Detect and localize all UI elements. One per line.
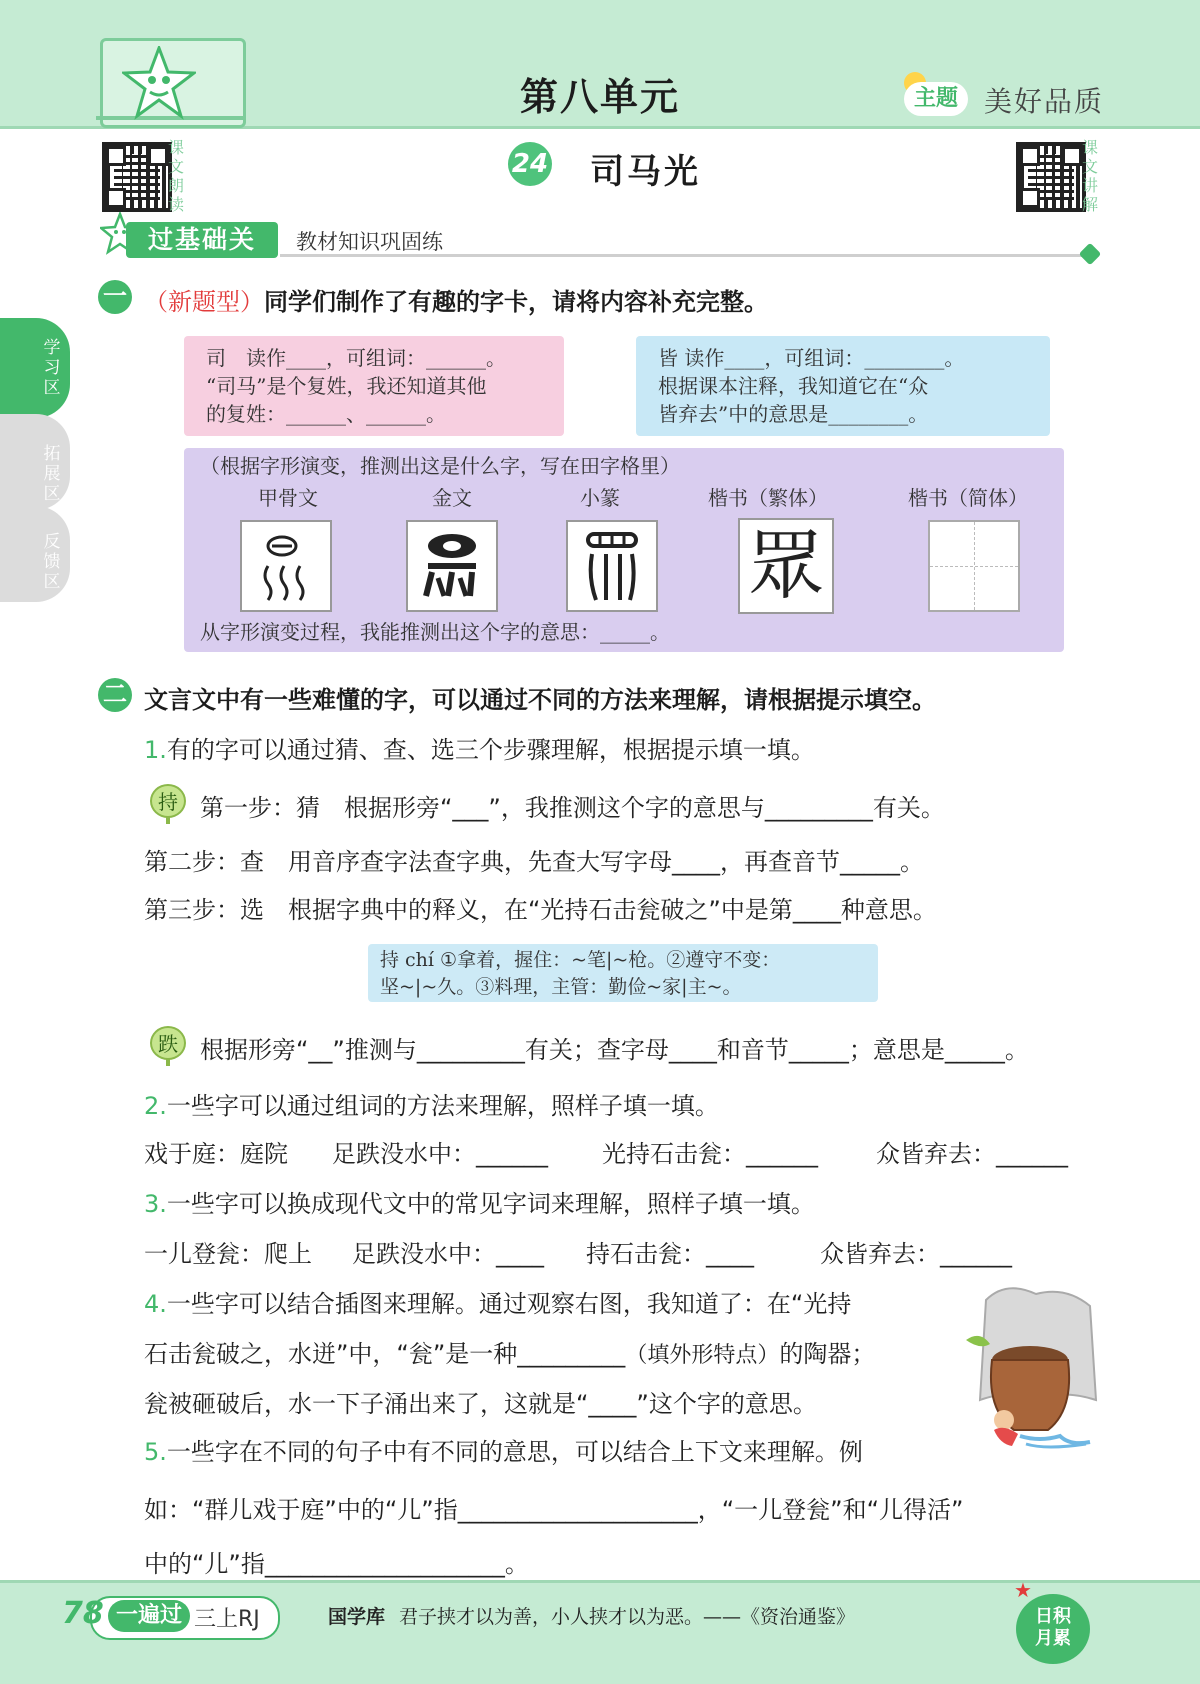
- lesson-title: 司马光: [590, 152, 701, 192]
- item-text: 一些字在不同的句子中有不同的意思，可以结合上下文来理解。例: [166, 1438, 863, 1466]
- item-3-example: 持石击瓮：____: [586, 1240, 754, 1268]
- card-si: [184, 336, 564, 436]
- qr-left-label: 课文朗读: [167, 138, 184, 214]
- quote-text: 君子挟才以为善，小人挟才以为恶。——《资治通鉴》: [399, 1606, 856, 1628]
- leaf-char-chi-icon: 持: [150, 784, 186, 818]
- script-label: 甲骨文: [258, 486, 318, 510]
- traditional-glyph: 眾: [738, 518, 834, 614]
- item-4-hint: （填外形特点）: [625, 1343, 780, 1368]
- question-number-2: 二: [98, 678, 132, 712]
- step-die: 根据形旁“__”推测与_________有关；查字母____和音节_____；意思是_____。: [200, 1036, 1029, 1064]
- question-1-text: [144, 282, 768, 317]
- qr-code-reading[interactable]: [102, 142, 172, 212]
- bronze-glyph: [406, 520, 498, 612]
- item-text: 有的字可以通过猜、查、选三个步骤理解，根据提示填一填。: [166, 736, 815, 764]
- leaf-stem: [166, 1058, 170, 1066]
- item-5-line-3: 中的“儿”指____________________。: [144, 1550, 529, 1578]
- leaf-char-die-icon: 跌: [150, 1026, 186, 1060]
- item-2-example: 光持石击瓮：______: [602, 1140, 818, 1168]
- badge-line: 月累: [1035, 1628, 1071, 1649]
- script-label: 楷书（简体）: [908, 486, 1028, 510]
- card-line: 的复姓：______、______。: [206, 402, 446, 426]
- script-label: 楷书（繁体）: [708, 486, 828, 510]
- item-number: 3.: [144, 1190, 167, 1218]
- oracle-bone-glyph-icon: [242, 522, 330, 610]
- item-3: [144, 1184, 815, 1219]
- badge-line: 日积: [1035, 1606, 1071, 1627]
- star-icon: ★: [1014, 1578, 1032, 1602]
- footer-quote: [328, 1602, 855, 1629]
- item-4-text: 的陶器；: [779, 1340, 876, 1368]
- item-2-example: 众皆弃去：______: [876, 1140, 1068, 1168]
- step-3: 第三步：选 根据字典中的释义，在“光持石击瓮破之”中是第____种意思。: [144, 896, 937, 924]
- qr-right-label: 课文讲解: [1081, 138, 1098, 214]
- item-3-example: 一儿登瓮：爬上: [144, 1240, 312, 1268]
- item-2-example: 足跌没水中：______: [332, 1140, 548, 1168]
- dictionary-entry: [368, 944, 878, 1002]
- grade-label: 三上RJ: [194, 1607, 260, 1632]
- item-text: 一些字可以换成现代文中的常见字词来理解，照样子填一填。: [166, 1190, 815, 1218]
- item-5: [144, 1432, 863, 1467]
- card-line: 皆弃去”中的意思是________。: [658, 402, 929, 426]
- item-text: 一些字可以结合插图来理解。通过观察右图，我知道了：在“光持: [166, 1290, 852, 1318]
- section-rule-end-icon: [1079, 243, 1102, 266]
- new-type-tag: （新题型）: [144, 288, 264, 316]
- item-3-example: 足跌没水中：____: [352, 1240, 544, 1268]
- seal-script-glyph-icon: [568, 522, 656, 610]
- item-4-line-2: [144, 1334, 875, 1369]
- item-5-line-2: 如：“群儿戏于庭”中的“儿”指____________________，“一儿登瓮”和“儿得活”: [144, 1496, 964, 1524]
- section-subtitle: 教材知识巩固练: [296, 230, 443, 254]
- leaf-stem: [166, 816, 170, 824]
- card-line: “司马”是个复姓，我还知道其他: [206, 374, 487, 398]
- side-tab-label: 反馈区: [43, 532, 61, 592]
- side-tab-label: 拓展区: [43, 444, 61, 504]
- item-2-example: 戏于庭：庭院: [144, 1140, 288, 1168]
- lesson-number-badge: 24: [508, 142, 552, 186]
- card-evolution: [184, 448, 1064, 652]
- dictionary-line: 坚~|~久。③料理，主管：勤俭~家|主~。: [380, 976, 742, 998]
- daily-accumulation-badge: [1016, 1594, 1090, 1664]
- card-jie: [636, 336, 1050, 436]
- seal-glyph: [566, 520, 658, 612]
- question-1-prompt: 同学们制作了有趣的字卡，请将内容补充完整。: [264, 288, 768, 316]
- script-label: 小篆: [580, 486, 620, 510]
- evolution-hint: （根据字形演变，推测出这是什么字，写在田字格里）: [200, 454, 680, 478]
- step-2: 第二步：查 用音序查字法查字典，先查大写字母____，再查音节_____。: [144, 848, 924, 876]
- side-tab-study[interactable]: [0, 318, 70, 418]
- section-rule: [280, 254, 1090, 257]
- bronze-script-glyph-icon: [408, 522, 496, 610]
- tian-grid-answer-box[interactable]: [928, 520, 1020, 612]
- quote-label: 国学库: [328, 1606, 386, 1628]
- evolution-answer-line: 从字形演变过程，我能推测出这个字的意思：_____。: [200, 620, 670, 644]
- item-text: 一些字可以通过组词的方法来理解，照样子填一填。: [166, 1092, 719, 1120]
- side-tab-extend[interactable]: [0, 414, 70, 510]
- section-tag: 过基础关: [126, 222, 278, 258]
- unit-title: 第八单元: [519, 75, 680, 119]
- item-number: 1.: [144, 736, 167, 764]
- question-2-prompt: 文言文中有一些难懂的字，可以通过不同的方法来理解，请根据提示填空。: [144, 686, 936, 714]
- card-line: 司 读作____，可组词：______。: [206, 346, 506, 370]
- card-line: 皆 读作____，可组词：________。: [658, 346, 965, 370]
- card-line: 根据课本注释，我知道它在“众: [658, 374, 929, 398]
- item-1: [144, 730, 815, 765]
- side-tab-label: 学习区: [43, 338, 61, 398]
- sima-guang-illustration: [966, 1280, 1100, 1460]
- theme-text: 美好品质: [984, 85, 1105, 118]
- oracle-glyph: [240, 520, 332, 612]
- item-2: [144, 1086, 719, 1121]
- page-number: 78: [62, 1596, 104, 1631]
- item-4-line-3: 瓮被砸破后，水一下子涌出来了，这就是“____”这个字的意思。: [144, 1390, 817, 1418]
- step-1: 第一步：猜 根据形旁“___”，我推测这个字的意思与_________有关。: [200, 794, 945, 822]
- brand-badge: 一遍过: [108, 1600, 190, 1632]
- question-number-1: 一: [98, 280, 132, 314]
- item-3-example: 众皆弃去：______: [820, 1240, 1012, 1268]
- item-number: 4.: [144, 1290, 167, 1318]
- script-label: 金文: [432, 486, 472, 510]
- item-number: 5.: [144, 1438, 167, 1466]
- theme-badge: 主题: [904, 82, 968, 116]
- qr-code-explanation[interactable]: [1016, 142, 1086, 212]
- item-4-text: 石击瓮破之，水迸”中，“瓮”是一种_________: [144, 1340, 626, 1368]
- dictionary-line: 持 chí ①拿着，握住：~笔|~枪。②遵守不变：: [380, 949, 781, 971]
- item-number: 2.: [144, 1092, 167, 1120]
- item-4: [144, 1284, 851, 1319]
- side-tab-feedback[interactable]: [0, 506, 70, 602]
